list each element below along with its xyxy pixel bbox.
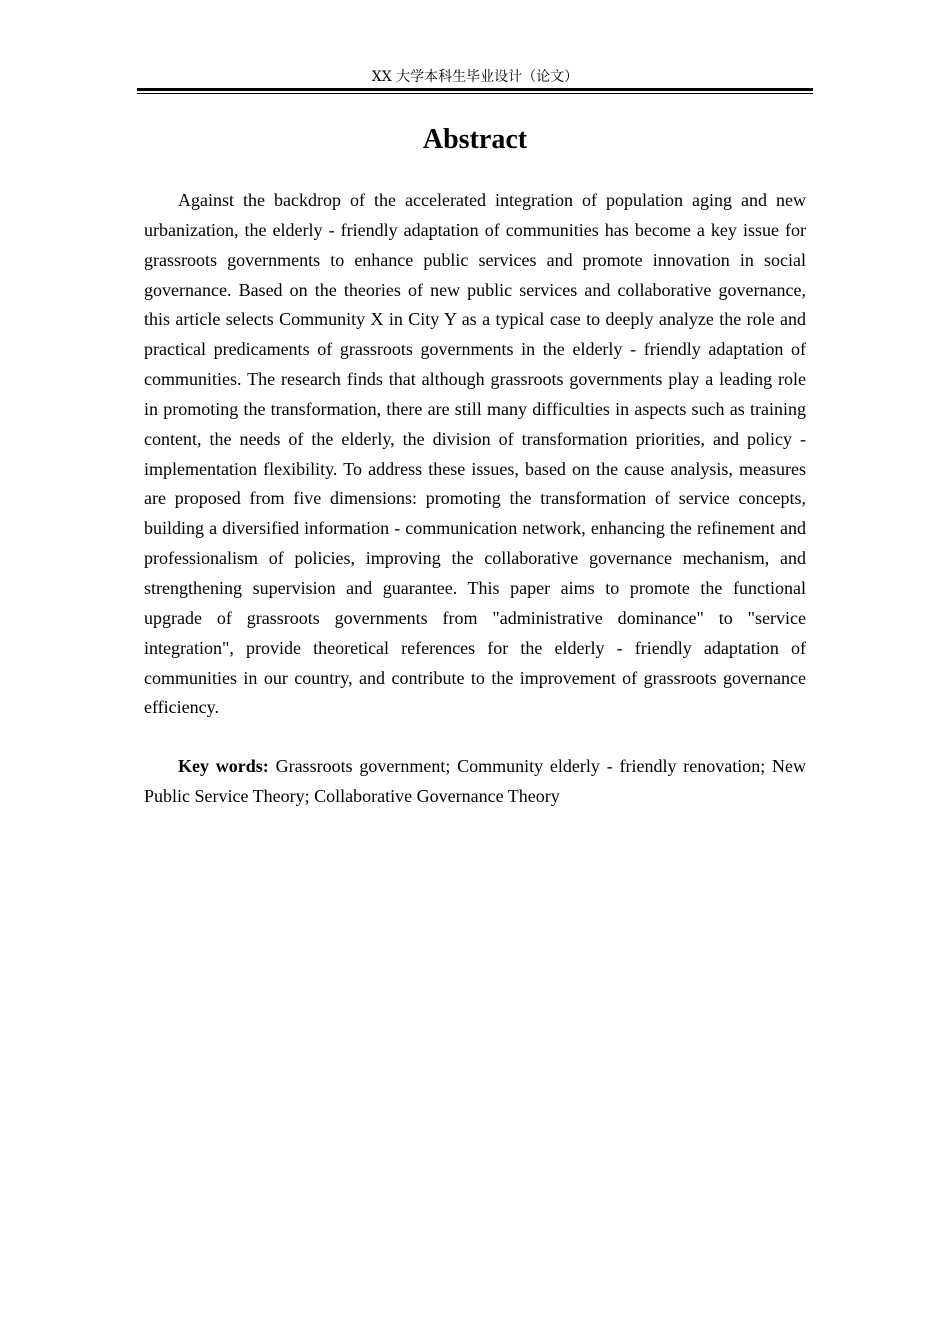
keywords-paragraph xyxy=(144,751,806,811)
header-rule-thick xyxy=(137,88,813,91)
abstract-title: Abstract xyxy=(422,124,528,155)
running-header: XX 大学本科生毕业设计（论文） xyxy=(371,69,579,85)
header-rule-thin xyxy=(137,93,813,94)
abstract-body: Against the backdrop of the accelerated integration of population aging and new urbanization, the elderly - friendly adaptation of communities has become a key issue for grassroots governments to enhance public services and promote innovation in social governance. Based on the theories of new public services and collaborative governance, this article selects Community X in City Y as a typical case to deeply analyze the role and practical predicaments of grassroots governments in the elderly - friendly adaptation of communities. The research finds that although grassroots governments play a leading role in promoting the transformation, there are still many difficulties in aspects such as training content, the needs of the elderly, the division of transformation priorities, and policy - implementation flexibility. To address these issues, based on the cause analysis, measures are proposed from five dimensions: promoting the transformation of service concepts, building a diversified information - communication network, enhancing the refinement and professionalism of policies, improving the collaborative governance mechanism, and strengthening supervision and guarantee. This paper aims to promote the functional upgrade of grassroots governments from "administrative dominance" to "service integration", provide theoretical references for the elderly - friendly adaptation of communities in our country, and contribute to the improvement of grassroots governance efficiency. xyxy=(144,190,806,718)
keywords-label: Key words: xyxy=(178,756,269,776)
keywords-text: Grassroots government; Community elderly - friendly renovation; New Public Service Theory; Collaborative Governance Theory xyxy=(144,756,806,806)
